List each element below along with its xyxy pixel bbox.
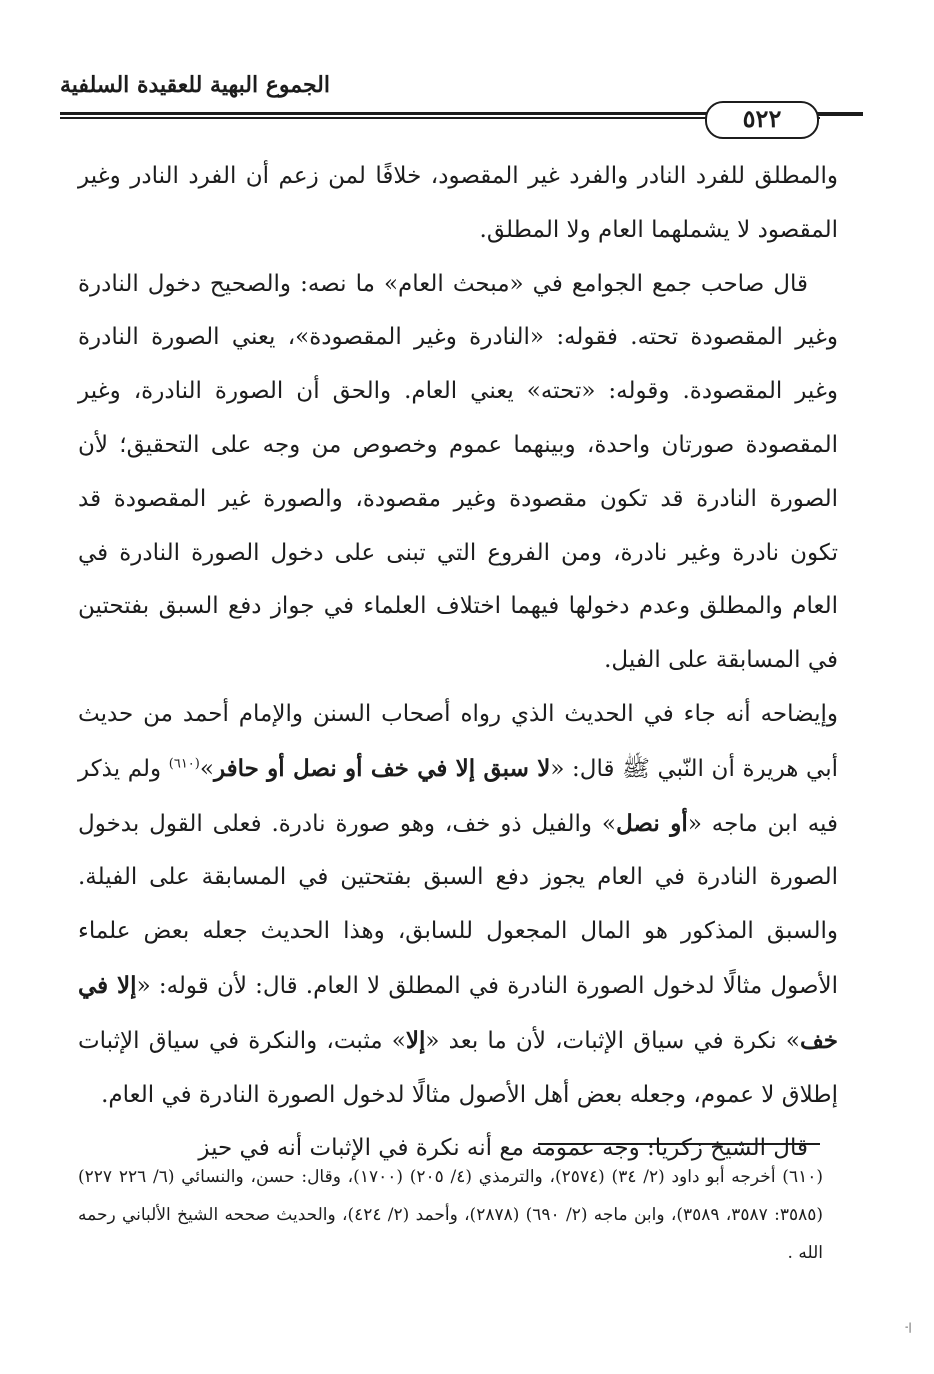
paragraph-3-text-d: » والفيل ذو خف، وهو صورة نادرة. فعلى القول بدخول الصورة النادرة في العام يجوز دفع السبق بفتحتين في المسابقة على الفيلة. والسبق المذكور هو المال المجعول للسابق، وهذا الحديث جعله بعض علماء الأصول مثالًا لدخول الصورة النادرة في المطلق لا العام. قال: لأن قوله: « bbox=[78, 810, 838, 999]
paragraph-3-text-c: ولم يذكر فيه ابن ماجه « bbox=[78, 755, 838, 837]
main-text bbox=[78, 150, 838, 1176]
quote-nasl: أو نصل bbox=[615, 809, 688, 837]
quote-khuff: إلا في خف bbox=[78, 971, 839, 1054]
running-title: الجموع البهية للعقيدة السلفية bbox=[60, 72, 330, 98]
paragraph-2: قال صاحب جمع الجوامع في «مبحث العام» ما نصه: والصحيح دخول النادرة وغير المقصودة تحته. فقوله: «النادرة وغير المقصودة»، يعني الصورة النادرة وغير المقصودة. وقوله: «تحته» يعني العام. والحق أن الصورة النادرة، وغير المقصودة صورتان واحدة، وبينهما عموم وخصوص من وجه على التحقيق؛ لأن الصورة النادرة قد تكون مقصودة وغير مقصودة، والصورة غير المقصودة قد تكون نادرة وغير نادرة، ومن الفروع التي تبنى على دخول الصورة النادرة في العام والمطلق وعدم دخولها فيهما اختلاف العلماء في جواز دفع السبق بفتحتين في المسابقة على الفيل. bbox=[78, 270, 838, 674]
footnotes bbox=[78, 1158, 823, 1272]
paragraph-3-text-f: » مثبت، والنكرة في سياق الإثبات إطلاق لا عموم، وجعله بعض أهل الأصول مثالًا لدخول الصورة النادرة في العام. bbox=[78, 1027, 838, 1108]
page-number: ٥٢٢ bbox=[705, 101, 819, 139]
paragraph-3-text-e: » نكرة في سياق الإثبات، لأن ما بعد « bbox=[425, 1027, 800, 1054]
paragraph-4: قال الشيخ زكريا: وجه عمومه مع أنه نكرة في الإثبات أنه في حيز bbox=[198, 1135, 808, 1162]
footnote-separator bbox=[538, 1143, 820, 1145]
footnote-610: (٦١٠) أخرجه أبو داود (٢/ ٣٤) (٢٥٧٤)، والترمذي (٤/ ٢٠٥) (١٧٠٠)، وقال: حسن، والنسائي (٦/ ٢٢٦ ٢٢٧) (٣٥٨٥: ٣٥٨٧، ٣٥٨٩)، وابن ماجه (٢/ ٦٩٠) (٢٨٧٨)، وأحمد (٢/ ٤٢٤)، والحديث صححه الشيخ الألباني رحمه الله . bbox=[78, 1167, 823, 1263]
header-rule-end bbox=[818, 112, 863, 116]
hadith-quote: لا سبق إلا في خف أو نصل أو حافر bbox=[213, 754, 551, 782]
corner-mark: -| bbox=[905, 1322, 912, 1333]
paragraph-1: والمطلق للفرد النادر والفرد غير المقصود، خلافًا لمن زعم أن الفرد النادر وغير المقصود لا يشملهما العام ولا المطلق. bbox=[78, 163, 838, 243]
paragraph-3-text-b: » bbox=[199, 755, 214, 782]
paragraph-3 bbox=[78, 688, 838, 1122]
quote-illa: إلا bbox=[405, 1026, 426, 1054]
paragraph-3-text-a: وإيضاحه أنه جاء في الحديث الذي رواه أصحاب السنن والإمام أحمد من حديث أبي هريرة أن النّبي ﷺ قال: « bbox=[78, 700, 838, 782]
footnote-ref: (٦١٠) bbox=[168, 756, 200, 772]
